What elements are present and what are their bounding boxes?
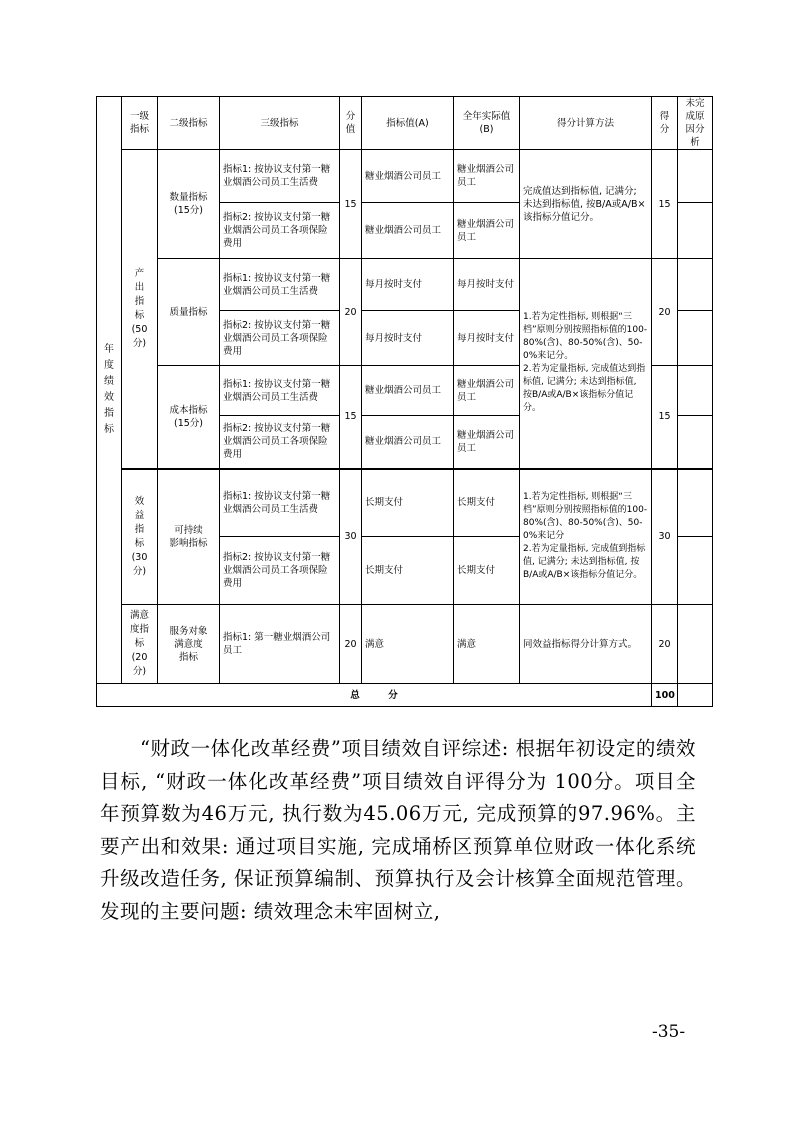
quantity-got: 15 [652,150,678,259]
cost-reason-2 [678,416,713,469]
cost-score: 15 [340,366,362,469]
quality-indicator-2: 指标2: 按协议支付第一糖业烟酒公司员工各项保险费用 [220,311,340,366]
quality-target-2: 每月按时支付 [362,311,454,366]
cost-actual-2: 糖业烟酒公司员工 [454,416,520,469]
quality-target-1: 每月按时支付 [362,259,454,311]
header-level2: 二级指标 [158,97,220,150]
quantity-indicator-2: 指标2: 按协议支付第一糖业烟酒公司员工各项保险费用 [220,203,340,259]
sustain-target-1: 长期支付 [362,469,454,537]
summary-paragraph [100,733,696,928]
sustain-reason-1 [678,469,713,537]
service-target-1: 满意 [362,605,454,684]
header-reason: 未完成原 因分析 [678,97,713,150]
service-indicator-1: 指标1: 第一糖业烟酒公司员工 [220,605,340,684]
total-reason [678,684,713,707]
quantity-reason-2 [678,203,713,259]
sustain-reason-2 [678,537,713,605]
service-reason [678,605,713,684]
quantity-indicator-name: 数量指标 (15分) [158,150,220,259]
header-actual: 全年实际值 (B) [454,97,520,150]
header-got: 得 分 [652,97,678,150]
cost-target-2: 糖业烟酒公司员工 [362,416,454,469]
header-level1: 一级 指标 [122,97,158,150]
group-label-satisfaction: 满意 度指 标 (20 分) [122,605,158,684]
quality-indicator-name: 质量指标 [158,259,220,366]
service-got: 20 [652,605,678,684]
sustain-actual-1: 长期支付 [454,469,520,537]
quality-actual-1: 每月按时支付 [454,259,520,311]
quantity-score: 15 [340,150,362,259]
quality-reason-1 [678,259,713,311]
sustain-indicator-2: 指标2: 按协议支付第一糖业烟酒公司员工各项保险费用 [220,537,340,605]
quantity-method: 完成值达到指标值, 记满分; 未达到指标值, 按B/A或A/B×该指标分值记分。 [520,150,652,259]
table-row [97,150,713,203]
header-row [97,97,713,150]
cost-target-1: 糖业烟酒公司员工 [362,366,454,416]
quantity-target-1: 糖业烟酒公司员工 [362,150,454,203]
sustain-score: 30 [340,469,362,605]
cost-indicator-1: 指标1: 按协议支付第一糖业烟酒公司员工生活费 [220,366,340,416]
table-row [97,259,713,311]
group-label-effect: 效 益 指 标 (30 分) [122,469,158,605]
total-score: 100 [652,684,678,707]
service-method: 同效益指标得分计算方式。 [520,605,652,684]
header-score: 分 值 [340,97,362,150]
total-row [97,684,713,707]
cost-got: 15 [652,366,678,469]
quantity-indicator-1: 指标1: 按协议支付第一糖业烟酒公司员工生活费 [220,150,340,203]
quality-reason-2 [678,311,713,366]
quality-actual-2: 每月按时支付 [454,311,520,366]
service-actual-1: 满意 [454,605,520,684]
quantity-reason-1 [678,150,713,203]
header-method: 得分计算方法 [520,97,652,150]
quality-cost-method: 1.若为定性指标, 则根据“三档”原则分别按照指标值的100-80%(含)、80-50%(含)、50-0%来记分。 2.若为定量指标, 完成值达到指标值, 记满分; 未达到指标值, 按B/A或A/B×该指标分值记分。 [520,259,652,469]
quality-indicator-1: 指标1: 按协议支付第一糖业烟酒公司员工生活费 [220,259,340,311]
table-row [97,605,713,684]
page-number: -35- [652,1022,686,1042]
header-level3: 三级指标 [220,97,340,150]
summary-text: “财政一体化改革经费”项目绩效自评综述: 根据年初设定的绩效目标, “财政一体化改革经费”项目绩效自评得分为 100分。项目全年预算数为46万元, 执行数为45.06万元, 完成预算的97.96%。主要产出和效果: 通过项目实施, 完成埇桥区预算单位财政一体化系统升级改造任务, 保证预算编制、预算执行及会计核算全面规范管理。发现的主要问题: 绩效理念未牢固树立, [100,737,696,923]
group-label-output: 产 出 指 标 (50 分) [122,150,158,469]
service-score: 20 [340,605,362,684]
sustain-actual-2: 长期支付 [454,537,520,605]
quantity-actual-2: 糖业烟酒公司员工 [454,203,520,259]
quantity-actual-1: 糖业烟酒公司员工 [454,150,520,203]
sustain-indicator-name: 可持续 影响指标 [158,469,220,605]
quantity-target-2: 糖业烟酒公司员工 [362,203,454,259]
cost-actual-1: 糖业烟酒公司员工 [454,366,520,416]
header-target: 指标值(A) [362,97,454,150]
sustain-got: 30 [652,469,678,605]
sustain-target-2: 长期支付 [362,537,454,605]
service-indicator-name: 服务对象 满意度 指标 [158,605,220,684]
outer-label: 年 度 绩 效 指 标 [97,97,122,684]
sustain-indicator-1: 指标1: 按协议支付第一糖业烟酒公司员工生活费 [220,469,340,537]
cost-indicator-2: 指标2: 按协议支付第一糖业烟酒公司员工各项保险费用 [220,416,340,469]
sustain-method: 1.若为定性指标, 则根据“三档”原则分别按照指标值的100-80%(含)、80-50%(含)、50-0%来记分 2.若为定量指标, 完成值到指标值, 记满分; 未达到指标值, 按B/A或A/B×该指标分值记分。 [520,469,652,605]
total-label: 总 分 [97,684,652,707]
quality-got: 20 [652,259,678,366]
table-row [97,469,713,537]
quality-score: 20 [340,259,362,366]
cost-indicator-name: 成本指标 (15分) [158,366,220,469]
performance-table [96,96,713,707]
cost-reason-1 [678,366,713,416]
